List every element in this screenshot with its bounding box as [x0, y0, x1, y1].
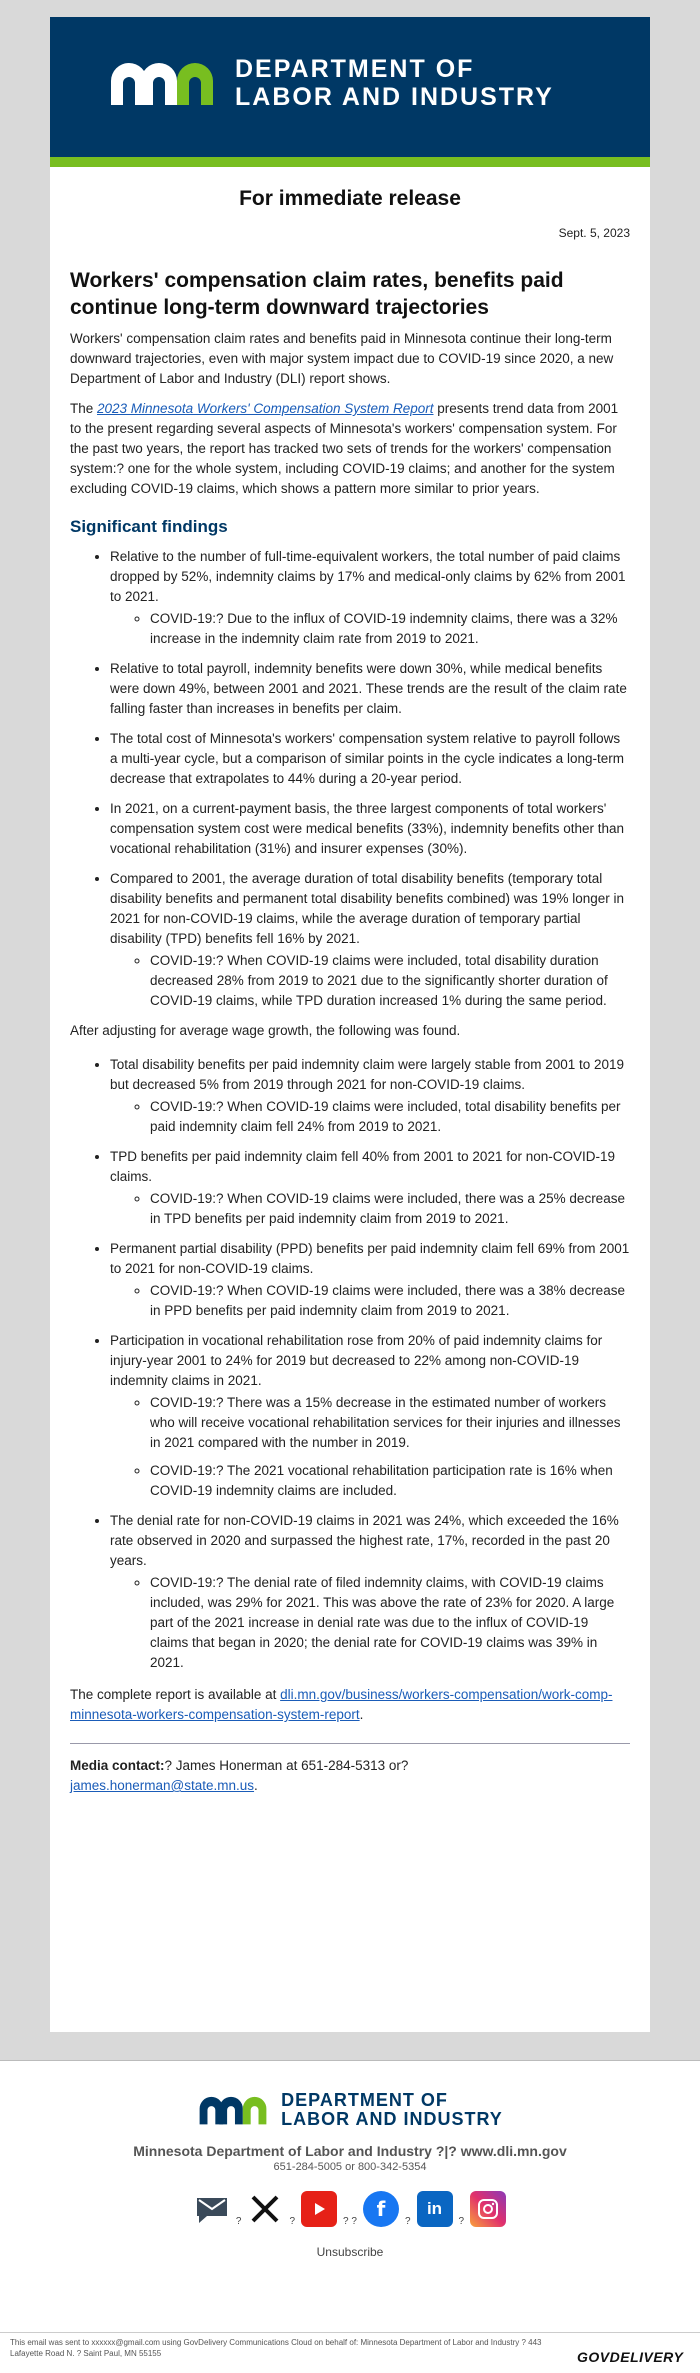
unsubscribe-link[interactable]: Unsubscribe [316, 2245, 384, 2259]
mn-logo-icon [107, 59, 217, 107]
release-date: Sept. 5, 2023 [558, 226, 630, 240]
complete-report-link[interactable]: dli.mn.gov/business/workers-compensation/work-comp-minnesota-workers-compensation-system-report [70, 1687, 613, 1722]
article-content [50, 189, 650, 1796]
list-item: ◦ COVID-19:? Due to the influx of COVID-19 indemnity claims, there was a 32% increase in the indemnity claim rate from 2019 to 2021. [150, 609, 630, 649]
list-item: • In 2021, on a current-payment basis, the three largest components of total workers' compensation system cost were medical benefits (33%), indemnity benefits other than vocational rehabilitation (31%) and insurer expenses (30%). [110, 799, 630, 859]
list-item: ◦ COVID-19:? When COVID-19 claims were included, total disability benefits per paid indemnity claim fell 24% from 2019 to 2021. [150, 1097, 630, 1137]
social-separator: ? [235, 2216, 242, 2227]
x-icon[interactable] [247, 2191, 283, 2227]
social-separator: ? [458, 2216, 465, 2227]
footer-logo[interactable] [0, 2091, 700, 2129]
list-item: ◦ COVID-19:? The denial rate of filed indemnity claims, with COVID-19 claims included, was 29% for 2021. This was above the rate of 23% for 2020. A large part of the 2021 increase in denial rate was due to the influx of COVID-19 claims that began in 2020; the denial rate for COVID-19 claims was 39% in 2021. [150, 1573, 630, 1673]
media-contact: Media contact:? James Honerman at 651-284-5313 or? james.honerman@state.mn.us. [70, 1758, 409, 1793]
footer-divider [0, 2332, 700, 2333]
report-title-link[interactable]: 2023 Minnesota Workers' Compensation System Report [97, 401, 434, 416]
email-footer [0, 2060, 700, 2259]
footer-logo-line-2: LABOR AND INDUSTRY [281, 2109, 503, 2129]
social-separator: ? [404, 2216, 411, 2227]
dli-logo [107, 55, 554, 111]
list-item: • Relative to total payroll, indemnity benefits were down 30%, while medical benefits were down 49%, between 2001 and 2021. These trends are the result of the claim rate falling faster than increases in benefits per claim. [110, 659, 630, 719]
adjusting-paragraph: After adjusting for average wage growth, the following was found. [70, 1023, 461, 1038]
list-item: • Compared to 2001, the average duration of total disability benefits (temporary total disability benefits and permanent total disability benefits combined) was 19% longer in 2021 for non-COVID-19 claims, while the average duration of temporary partial disability (TPD) benefits fell 16% by 2021. ◦ COVID-19:? When COVID-19 claims were included, total disability duration decreased 28% from 2019 to 2021 due to the significantly shorter duration of COVID-19 claims, while TPD duration increased 1% during the same period. [110, 869, 630, 1011]
list-item: • Relative to the number of full-time-equivalent workers, the total number of paid claims dropped by 52%, indemnity claims by 17% and medical-only claims by 62% from 2001 to 2021. ◦ COVID-19:? Due to the influx of COVID-19 indemnity claims, there was a 32% increase in the indemnity claim rate from 2019 to 2021. [110, 547, 630, 649]
list-item: ◦ COVID-19:? The 2021 vocational rehabilitation participation rate is 16% when COVID-19 indemnity claims are included. [150, 1461, 630, 1501]
list-item: • Participation in vocational rehabilitation rose from 20% of paid indemnity claims for injury-year 2001 to 24% for 2019 but decreased to 22% among non-COVID-19 indemnity claims in 2021. ◦ COVID-19:? There was a 15% decrease in the estimated number of workers who will receive vocational rehabilitation services for their injuries and illnesses in 2021 compared with the number in 2019. ◦ COVID-19:? The 2021 vocational rehabilitation participation rate is 16% when COVID-19 indemnity claims are included. [110, 1331, 630, 1501]
list-item: • Permanent partial disability (PPD) benefits per paid indemnity claim fell 69% from 2001 to 2021 for non-COVID-19 claims. ◦ COVID-19:? When COVID-19 claims were included, there was a 38% decrease in PPD benefits per paid indemnity claim from 2019 to 2021. [110, 1239, 630, 1321]
list-item: • TPD benefits per paid indemnity claim fell 40% from 2001 to 2021 for non-COVID-19 claims. ◦ COVID-19:? When COVID-19 claims were included, there was a 25% decrease in TPD benefits per paid indemnity claim from 2019 to 2021. [110, 1147, 630, 1229]
release-label: For immediate release [239, 187, 461, 210]
intro-paragraph: Workers' compensation claim rates and benefits paid in Minnesota continue their long-term downward trajectories, even with major system impact due to COVID-19 since 2020, a new Department of Labor and Industry (DLI) report shows. [70, 331, 614, 386]
social-separator: ? [289, 2216, 296, 2227]
list-item: • Total disability benefits per paid indemnity claim were largely stable from 2001 to 2019 but decreased 5% from 2019 through 2021 for non-COVID-19 claims. ◦ COVID-19:? When COVID-19 claims were included, total disability benefits per paid indemnity claim fell 24% from 2019 to 2021. [110, 1055, 630, 1137]
mn-logo-icon [197, 2094, 269, 2126]
article-title: Workers' compensation claim rates, benefits paid continue long-term downward trajectories [70, 269, 564, 319]
email-card [50, 17, 650, 2032]
govdelivery-logo[interactable]: GOVDELIVERY [577, 2349, 684, 2365]
header-banner [50, 17, 650, 157]
social-separator: ? ? [343, 2216, 357, 2227]
footer-org-line: Minnesota Department of Labor and Industry ?|? www.dli.mn.gov [133, 2143, 567, 2159]
banner-green-stripe [50, 157, 650, 167]
logo-line-2: LABOR AND INDUSTRY [235, 83, 554, 111]
facebook-icon[interactable]: f [363, 2191, 399, 2227]
list-item: ◦ COVID-19:? When COVID-19 claims were included, there was a 25% decrease in TPD benefits per paid indemnity claim from 2019 to 2021. [150, 1189, 630, 1229]
youtube-icon[interactable] [301, 2191, 337, 2227]
instagram-icon[interactable] [470, 2191, 506, 2227]
report-paragraph [70, 399, 630, 499]
footer-phone-line: 651-284-5005 or 800-342-5354 [273, 2161, 427, 2173]
list-item: ◦ COVID-19:? There was a 15% decrease in the estimated number of workers who will receive vocational rehabilitation services for their injuries and illnesses in 2021 compared with the number in 2019. [150, 1393, 630, 1453]
findings-heading: Significant findings [70, 517, 228, 536]
complete-report-paragraph: The complete report is available at dli.mn.gov/business/workers-compensation/work-comp-minnesota-workers-compensation-system-report. [70, 1687, 613, 1722]
envelope-icon[interactable] [194, 2191, 230, 2227]
report-paragraph-prefix: The [70, 401, 98, 416]
list-item: ◦ COVID-19:? When COVID-19 claims were included, total disability duration decreased 28% from 2019 to 2021 due to the significantly shorter duration of COVID-19 claims, while TPD duration increased 1% during the same period. [150, 951, 630, 1011]
social-links [0, 2191, 700, 2227]
media-email-link[interactable]: james.honerman@state.mn.us [70, 1778, 255, 1793]
list-item: • The denial rate for non-COVID-19 claims in 2021 was 24%, which exceeded the 16% rate observed in 2020 and surpassed the highest rate, 17%, recorded in the past 20 years. ◦ COVID-19:? The denial rate of filed indemnity claims, with COVID-19 claims included, was 29% for 2021. This was above the rate of 23% for 2020. A large part of the 2021 increase in denial rate was due to the influx of COVID-19 claims that began in 2020; the denial rate for COVID-19 claims was 39% in 2021. [110, 1511, 630, 1673]
findings-list [70, 547, 630, 1011]
report-paragraph-rest: presents trend data from 2001 to the present regarding several aspects of Minnesota's workers' compensation system. For the past two years, the report has tracked two sets of trends for the workers' compensation system:? one for the whole system, including COVID-19 claims; and another for the system excluding COVID-19 claims, which shows a pattern more similar to prior years. [70, 401, 619, 496]
linkedin-icon[interactable]: in [417, 2191, 453, 2227]
media-contact-label: Media contact: [70, 1758, 165, 1773]
footer-logo-line-1: DEPARTMENT OF [281, 2090, 448, 2110]
list-item: ◦ COVID-19:? When COVID-19 claims were included, there was a 38% decrease in PPD benefits per paid indemnity claim from 2019 to 2021. [150, 1281, 630, 1321]
footer-fine-print: This email was sent to xxxxxx@gmail.com using GovDelivery Communications Cloud on behalf of: Minnesota Department of Labor and Industry ? 443 Lafayette Road N. ? Saint Paul, MN 55155 [10, 2338, 542, 2358]
logo-line-1: DEPARTMENT OF [235, 55, 475, 83]
divider [70, 1743, 630, 1744]
list-item: • The total cost of Minnesota's workers' compensation system relative to payroll follows a multi-year cycle, but a comparison of similar points in the cycle indicates a long-term decrease that extrapolates to 44% during a 20-year period. [110, 729, 630, 789]
wage-findings-list [70, 1055, 630, 1673]
